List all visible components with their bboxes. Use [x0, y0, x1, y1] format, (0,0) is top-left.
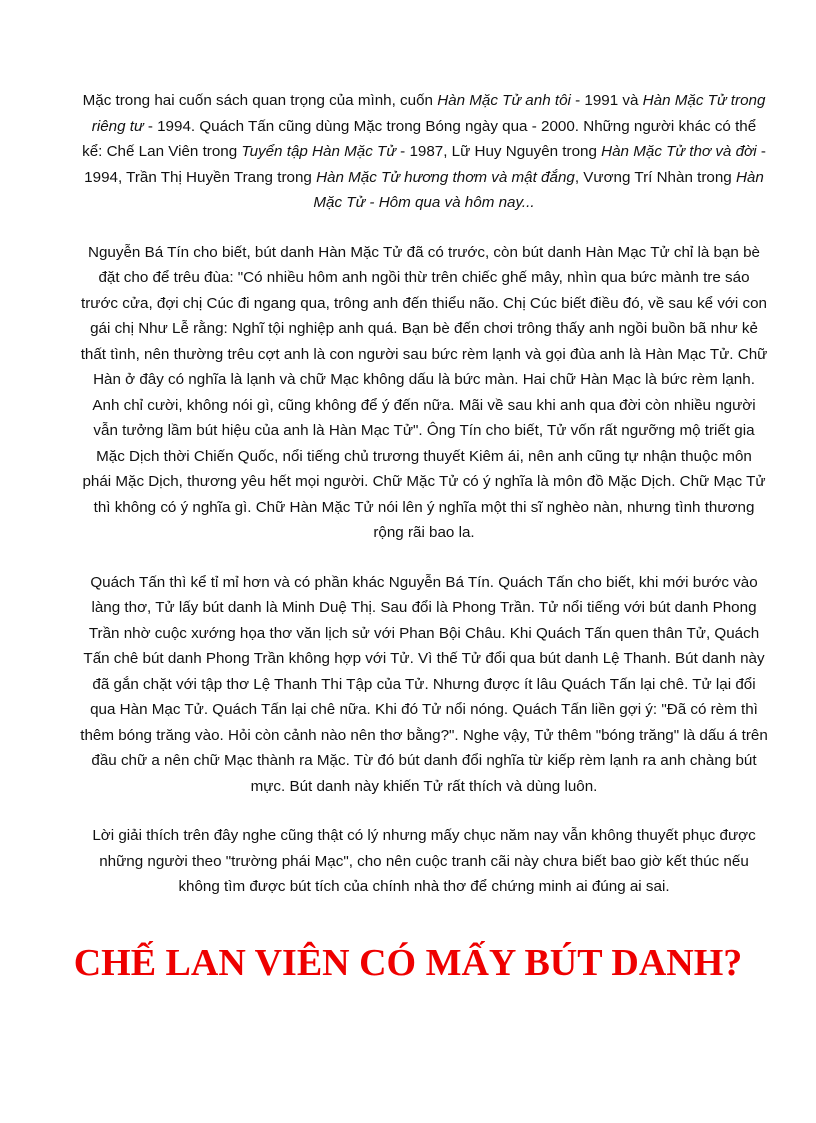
- text-run: - 1994. Quách Tấn cũng dùng Mặc trong Bóng ngày qua - 2000. Những người khác có thể kể: Chế Lan Viên trong: [82, 117, 757, 160]
- text-run: - 1987, Lữ Huy Nguyên trong: [395, 143, 602, 160]
- book-title: Tuyển tập Hàn Mặc Tử: [241, 143, 396, 160]
- document-body: [80, 88, 768, 900]
- paragraph-conclusion: [80, 823, 768, 900]
- book-title: Hàn Mặc Tử thơ và đời: [601, 143, 757, 160]
- text-run: - 1991 và: [570, 92, 643, 109]
- text-run: Mặc trong hai cuốn sách quan trọng của mình, cuốn: [82, 92, 438, 109]
- book-title: Hàn Mặc Tử trong riêng tư: [91, 92, 766, 135]
- book-title: Hàn Mặc Tử - Hôm qua và hôm nay...: [313, 168, 764, 211]
- book-title: Hàn Mặc Tử hương thơm và mật đắng: [316, 168, 575, 186]
- book-title: Hàn Mặc Tử anh tôi: [437, 92, 571, 109]
- paragraph-nguyen-ba-tin: [80, 240, 768, 546]
- text-run: Quách Tấn thì kể tỉ mỉ hơn và có phần khác Nguyễn Bá Tín. Quách Tấn cho biết, khi mới bước vào làng thơ, Tử lấy bút danh là Minh Duệ Thị. Sau đổi là Phong Trần. Tử nổi tiếng với bút danh Phong Trần nhờ cuộc xướng họa thơ văn lịch sử với Phan Bội Châu. Khi Quách Tấn quen thân Tử, Quách Tấn chê bút danh Phong Trần không hợp với Tử. Vì thế Tử đổi qua bút danh Lệ Thanh. Bút danh này đã gắn chặt với tập thơ Lệ Thanh Thi Tập của Tử. Nhưng được ít lâu Quách Tấn lại chê. Tử lại đổi qua Hàn Mạc Tử. Quách Tấn lại chê nữa. Khi đó Tử nổi nóng. Quách Tấn liền gợi ý: "Đã có rèm thì thêm bóng trăng vào. Hỏi còn cảnh nào nên thơ bằng?". Nghe vậy, Tử thêm "bóng trăng" là dấu á trên đầu chữ a nên chữ Mạc thành ra Mặc. Từ đó bút danh đổi nghĩa từ kiếp rèm lạnh ra anh chàng bút mực. Bút danh này khiến Tử rất thích và dùng luôn.: [80, 573, 768, 795]
- text-run: Lời giải thích trên đây nghe cũng thật có lý nhưng mấy chục năm nay vẫn không thuyết phục được những người theo "trường phái Mạc", cho nên cuộc tranh cãi này chưa biết bao giờ kết thúc nếu không tìm được bút tích của chính nhà thơ để chứng minh ai đúng ai sai.: [92, 827, 756, 895]
- paragraph-quach-tan: [80, 570, 768, 800]
- text-run: , Vương Trí Nhàn trong: [574, 168, 736, 186]
- paragraph-pen-name-usage: [80, 88, 768, 216]
- text-run: - 1994, Trần Thị Huyền Trang trong: [84, 143, 766, 186]
- text-run: Nguyễn Bá Tín cho biết, bút danh Hàn Mặc Tử đã có trước, còn bút danh Hàn Mạc Tử chỉ là bạn bè đặt cho để trêu đùa: "Có nhiều hôm anh ngồi thừ trên chiếc ghế mây, nhìn qua bức mành tre sáo trước cửa, đợi chị Cúc đi ngang qua, trông anh đến thiểu não. Chị Cúc biết điều đó, về sau kể với con gái chị Như Lễ rằng: Nghĩ tội nghiệp anh quá. Bạn bè đến chơi trông thấy anh ngồi buồn bã như kẻ thất tình, nên thường trêu cợt anh là con người sau bức rèm lạnh và gọi đùa anh là Hàn Mạc Tử. Chữ Hàn ở đây có nghĩa là lạnh và chữ Mạc không dấu là bức màn. Hai chữ Hàn Mạc là bức rèm lạnh. Anh chỉ cười, không nói gì, cũng không để ý đến nữa. Mãi về sau khi anh qua đời còn nhiều người vẫn tưởng lầm bút hiệu của anh là Hàn Mạc Tử". Ông Tín cho biết, Tử vốn rất ngưỡng mộ triết gia Mặc Dịch thời Chiến Quốc, nổi tiếng chủ trương thuyết Kiêm ái, nên anh cũng tự nhận thuộc môn phái Mặc Dịch, thương yêu hết mọi người. Chữ Mặc Tử có ý nghĩa là môn đồ Mặc Dịch. Chữ Mạc Tử thì không có ý nghĩa gì. Chữ Hàn Mặc Tử nói lên ý nghĩa một thi sĩ nghèo nàn, nhưng tình thương rộng rãi bao la.: [80, 243, 768, 541]
- section-heading: CHẾ LAN VIÊN CÓ MẤY BÚT DANH?: [73, 942, 743, 984]
